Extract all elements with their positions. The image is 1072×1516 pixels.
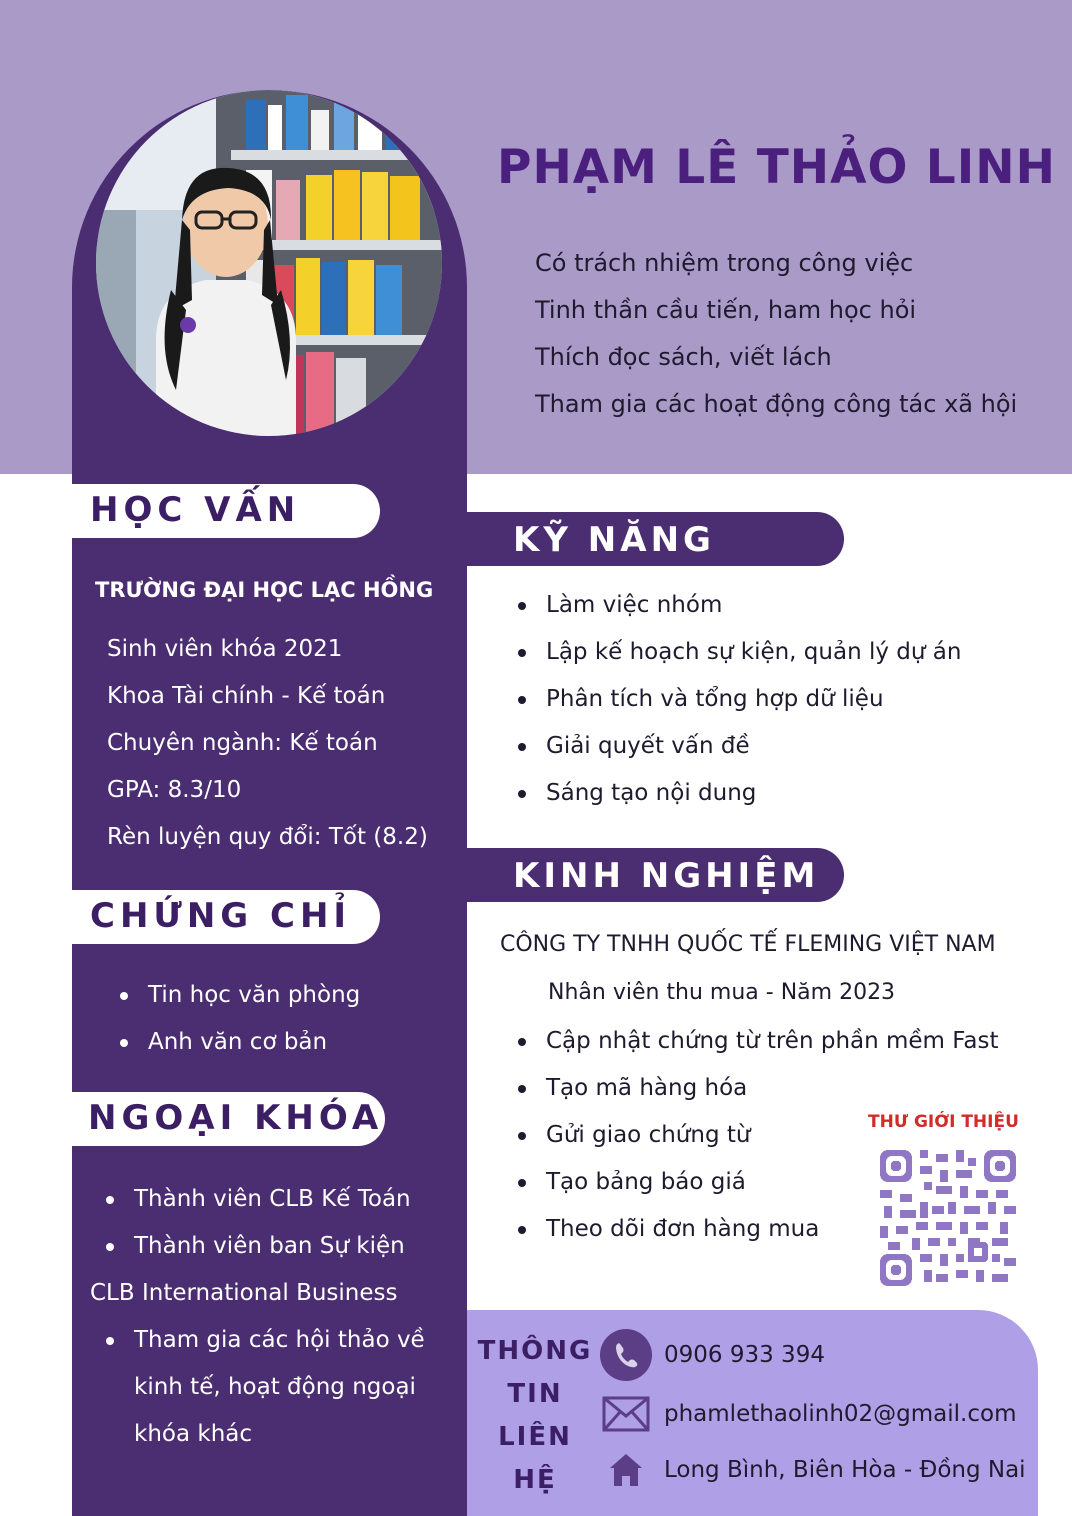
experience-company: CÔNG TY TNHH QUỐC TẾ FLEMING VIỆT NAM xyxy=(500,932,996,957)
contact-phone[interactable]: 0906 933 394 xyxy=(664,1342,825,1368)
mail-icon xyxy=(600,1388,652,1440)
education-heading: HỌC VẤN xyxy=(90,490,301,530)
trait-item: Tinh thần cầu tiến, ham học hỏi xyxy=(535,296,917,324)
profile-photo xyxy=(96,90,442,436)
skills-list xyxy=(508,582,961,817)
skills-heading: KỸ NĂNG xyxy=(513,520,715,560)
extracurricular-item-continued: CLB International Business xyxy=(90,1280,398,1306)
skill-item: Làm việc nhóm xyxy=(508,582,961,629)
contact-heading-line: HỆ xyxy=(513,1465,557,1495)
certificate-item: Anh văn cơ bản xyxy=(110,1019,360,1066)
trait-item: Tham gia các hoạt động công tác xã hội xyxy=(535,390,1018,418)
experience-role: Nhân viên thu mua - Năm 2023 xyxy=(548,980,896,1005)
contact-phone-row[interactable] xyxy=(600,1329,825,1381)
task-item: Tạo bảng báo giá xyxy=(508,1159,999,1206)
education-line: Khoa Tài chính - Kế toán xyxy=(107,683,386,709)
contact-email[interactable]: phamlethaolinh02@gmail.com xyxy=(664,1401,1017,1427)
extracurricular-heading: NGOẠI KHÓA xyxy=(88,1098,384,1138)
trait-item: Thích đọc sách, viết lách xyxy=(535,343,832,371)
recommendation-label: THƯ GIỚI THIỆU xyxy=(868,1112,1019,1132)
task-item: Gửi giao chứng từ xyxy=(508,1112,999,1159)
extracurricular-item: Tham gia các hội thảo về xyxy=(96,1317,425,1364)
education-line: Sinh viên khóa 2021 xyxy=(107,636,343,662)
personal-traits xyxy=(535,240,1017,428)
skill-item: Lập kế hoạch sự kiện, quản lý dự án xyxy=(508,629,961,676)
contact-address-row xyxy=(600,1444,1026,1496)
contact-heading-line: LIÊN xyxy=(498,1422,572,1452)
task-item: Cập nhật chứng từ trên phần mềm Fast xyxy=(508,1018,999,1065)
extracurricular-item-line: khóa khác xyxy=(134,1421,253,1447)
education-line: Rèn luyện quy đổi: Tốt (8.2) xyxy=(107,824,428,850)
skill-item: Phân tích và tổng hợp dữ liệu xyxy=(508,676,961,723)
certificates-heading: CHỨNG CHỈ xyxy=(90,896,352,936)
education-details xyxy=(107,626,428,861)
extracurricular-list-2 xyxy=(96,1317,425,1364)
extracurricular-item: Thành viên ban Sự kiện xyxy=(96,1223,411,1270)
contact-heading-line: TIN xyxy=(507,1379,563,1409)
experience-heading: KINH NGHIỆM xyxy=(513,856,820,896)
task-item: Theo dõi đơn hàng mua xyxy=(508,1206,999,1253)
task-item: Tạo mã hàng hóa xyxy=(508,1065,999,1112)
certificate-item: Tin học văn phòng xyxy=(110,972,360,1019)
candidate-name: PHẠM LÊ THẢO LINH xyxy=(497,140,1056,195)
skill-item: Sáng tạo nội dung xyxy=(508,770,961,817)
contact-heading-line: THÔNG xyxy=(477,1336,593,1366)
recommendation-qr-code[interactable] xyxy=(880,1150,1016,1286)
extracurricular-list xyxy=(96,1176,411,1270)
contact-heading xyxy=(476,1330,594,1502)
education-line: GPA: 8.3/10 xyxy=(107,777,242,803)
phone-icon xyxy=(600,1329,652,1381)
home-icon xyxy=(600,1444,652,1496)
extracurricular-item: Thành viên CLB Kế Toán xyxy=(96,1176,411,1223)
education-line: Chuyên ngành: Kế toán xyxy=(107,730,378,756)
skill-item: Giải quyết vấn đề xyxy=(508,723,961,770)
education-school: TRƯỜNG ĐẠI HỌC LẠC HỒNG xyxy=(95,578,434,602)
certificates-list xyxy=(110,972,360,1066)
trait-item: Có trách nhiệm trong công việc xyxy=(535,249,914,277)
extracurricular-item-line: kinh tế, hoạt động ngoại xyxy=(134,1374,416,1400)
contact-email-row[interactable] xyxy=(600,1388,1017,1440)
contact-address: Long Bình, Biên Hòa - Đồng Nai xyxy=(664,1457,1026,1483)
